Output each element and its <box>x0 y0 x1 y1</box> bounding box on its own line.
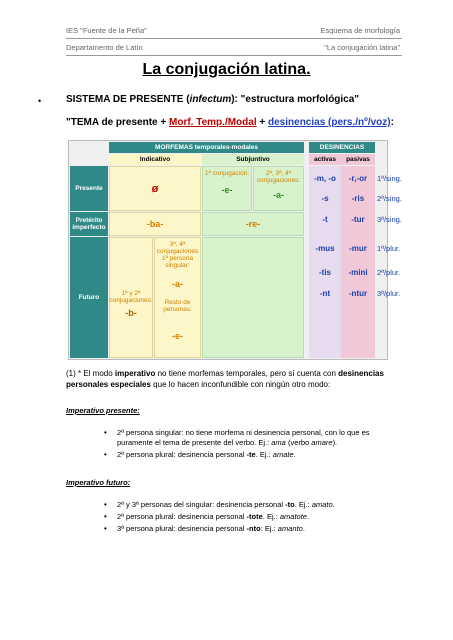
des-header: DESINENCIAS <box>309 142 375 153</box>
ending-person-number: 2ª/sing. <box>377 193 402 203</box>
header-topic: Esquema de morfología <box>320 26 400 35</box>
presente-subj-234: 2ª, 3ª, 4ª conjugaciones: -a- <box>253 166 304 211</box>
section-heading: SISTEMA DE PRESENTE (infectum): "estructura morfológica" <box>66 94 360 105</box>
imperative-note: (1) * El modo imperativo no tiene morfemas temporales, pero sí cuenta con desinencias personales especiales que lo hacen inconfundible con ningún otro modo: <box>66 369 384 389</box>
ending-person-number: 3ª/plur. <box>377 288 401 298</box>
imp-futuro-item-1: 2ª y 3ª personas del singular: desinencia personal -to. Ej.: amato. <box>117 500 335 509</box>
ending-activa: -mus <box>315 243 335 253</box>
subjuntivo-header: Subjuntivo <box>202 154 304 165</box>
imp-futuro-item-2: 2ª persona plural: desinencia personal -tote. Ej.: amatote. <box>117 512 310 521</box>
bullet-icon: • <box>104 524 107 533</box>
imp-futuro-item-3: 3ª persona plural: desinencia personal -nto: Ej.: amanto. <box>117 524 305 533</box>
futuro-subjuntivo-empty <box>202 237 304 358</box>
ending-person-number: 1ª/sing. <box>377 173 402 183</box>
ending-person-number: 1ª/plur. <box>377 243 401 253</box>
ending-pasiva: -mini <box>348 267 368 277</box>
ending-person-number: 2ª/plur. <box>377 267 401 277</box>
activas-header: activas <box>309 154 341 165</box>
ending-pasiva: -r,-or <box>348 173 368 183</box>
ending-pasiva: -ris <box>351 193 365 203</box>
imp-presente-heading: Imperativo presente: <box>66 406 140 415</box>
ending-pasiva: -ntur <box>348 288 368 298</box>
imp-presente-item-2: 2ª persona plural: desinencia personal -te. Ej.: amate. <box>117 450 296 459</box>
presente-indicativo: ø <box>109 166 201 211</box>
ending-activa: -nt <box>319 288 331 298</box>
ending-pasiva: -tur <box>351 214 365 224</box>
imp-presente-item-1: 2ª persona singular: no tiene morfema ni desinencia personal, con lo que es puramente el tema de presente del verbo. Ej.: ama (verbo amare). <box>117 428 370 447</box>
section-formula: "TEMA de presente + Morf. Temp./Modal + desinencias (pers./nº/voz): <box>66 117 394 128</box>
row-futuro: Futuro <box>70 237 108 358</box>
preterito-subjuntivo: -re- <box>202 212 304 236</box>
ending-person-number: 3ª/sing. <box>377 214 402 224</box>
header-school: IES "Fuente de la Peña" <box>66 26 147 35</box>
futuro-12: 1ª y 2ª conjugaciones: -b- <box>109 237 153 358</box>
ending-activa: -t <box>322 214 328 224</box>
bullet-icon: • <box>104 450 107 459</box>
ending-activa: -s <box>321 193 329 203</box>
imp-futuro-heading: Imperativo futuro: <box>66 478 131 487</box>
morf-header: MORFEMAS temporales-modales <box>109 142 304 153</box>
conjugation-table <box>68 140 402 360</box>
ending-pasiva: -mur <box>349 243 367 253</box>
preterito-indicativo: -ba- <box>109 212 201 236</box>
ending-activa: -tis <box>319 267 331 277</box>
indicativo-header: Indicativo <box>109 154 201 165</box>
header-divider-2 <box>66 55 402 56</box>
pasivas-header: pasivas <box>341 154 375 165</box>
bullet-icon: • <box>104 428 107 437</box>
presente-subj-1: 1ª conjugación: -e- <box>202 166 252 211</box>
row-presente: Presente <box>70 166 108 211</box>
header-divider-1 <box>66 38 402 39</box>
row-preterito: Pretérito imperfecto <box>70 212 108 236</box>
futuro-34: 3ª, 4ª conjugaciones 1ª persona singular: -a- Resto de personas: -e- <box>154 237 201 358</box>
bullet-icon: • <box>38 96 42 106</box>
header-department: Departamento de Latín <box>66 43 143 52</box>
ending-activa: -m, -o <box>314 173 336 183</box>
bullet-icon: • <box>104 512 107 521</box>
bullet-icon: • <box>104 500 107 509</box>
page-title: La conjugación latina. <box>142 61 311 78</box>
header-subtopic: "La conjugación latina" <box>324 43 400 52</box>
